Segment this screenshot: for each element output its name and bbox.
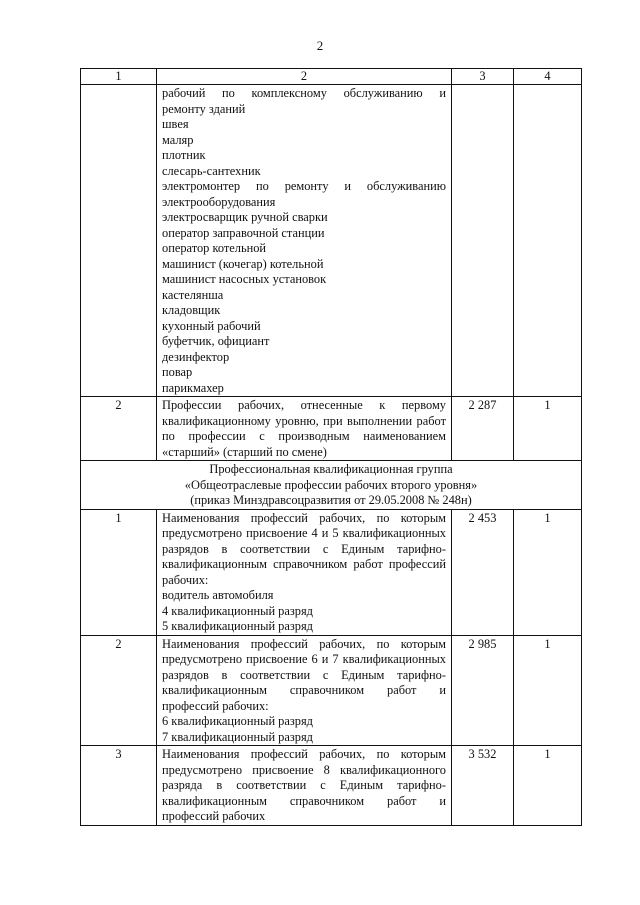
row-description: Наименования профессий рабочих, по которым предусмотрено присвоение 4 и 5 квалификационных разрядов в соответствии с Единым тарифно-квалификационным справочником работ профессий рабочих:: [162, 510, 446, 587]
profession-line: повар: [162, 365, 193, 379]
continuation-professions-cell: [157, 85, 452, 397]
profession-line: оператор заправочной станции: [162, 225, 325, 240]
profession-line: машинист насосных установок: [162, 272, 327, 286]
profession-line: слесарь-сантехник: [162, 163, 261, 178]
profession-line: маляр: [162, 132, 194, 147]
group-title-line: (приказ Минздравсоцразвития от 29.05.2008 № 248н): [190, 493, 472, 507]
row-item: 6 квалификационный разряд: [162, 714, 313, 728]
salary-table: [80, 68, 582, 826]
header-col-4: 4: [514, 69, 582, 85]
header-col-2: 2: [157, 69, 452, 85]
row-item: водитель автомобиля: [162, 588, 274, 602]
profession-line: электрооборудования: [162, 194, 276, 209]
row-number: 3: [81, 746, 157, 826]
profession-line: кладовщик: [162, 303, 221, 317]
row-item: 4 квалификационный разряд: [162, 603, 313, 618]
table-header-row: [81, 69, 582, 85]
row-number: 2: [81, 635, 157, 746]
page-number: 2: [316, 38, 324, 53]
row-description-cell: [157, 635, 452, 746]
continuation-row: [81, 85, 582, 397]
row-salary: 2 287: [452, 397, 514, 461]
profession-line: кастелянша: [162, 287, 224, 302]
group-title-row: [81, 461, 582, 510]
group-title-line: Профессиональная квалификационная группа: [209, 462, 453, 476]
profession-line: ремонту зданий: [162, 101, 246, 116]
row-item: 7 квалификационный разряд: [162, 729, 313, 744]
row-salary: 3 532: [452, 746, 514, 826]
row-number: 2: [81, 397, 157, 461]
profession-line: буфетчик, официант: [162, 334, 270, 348]
profession-line: парикмахер: [162, 380, 224, 395]
profession-line: плотник: [162, 148, 206, 162]
row-coefficient: 1: [514, 746, 582, 826]
row-description: Профессии рабочих, отнесенные к первому квалификационному уровню, при выполнении работ по профессии с производным наименованием «старший» (старший по смене): [157, 397, 452, 461]
row-description-cell: [157, 509, 452, 635]
row-item: 5 квалификационный разряд: [162, 619, 313, 633]
profession-line: рабочий по комплексному обслуживанию и: [162, 86, 446, 100]
continuation-salary-cell: [452, 85, 514, 397]
profession-line: машинист (кочегар) котельной: [162, 256, 324, 271]
row-description: Наименования профессий рабочих, по которым предусмотрено присвоение 6 и 7 квалификационных разрядов в соответствии с Единым тарифно-квалификационным справочником работ и профессий рабочих:: [162, 636, 446, 713]
row-number: 1: [81, 509, 157, 635]
continuation-num-cell: [81, 85, 157, 397]
profession-line: оператор котельной: [162, 241, 267, 255]
profession-line: швея: [162, 117, 189, 131]
header-col-1: 1: [81, 69, 157, 85]
table-row: [81, 635, 582, 746]
group-title: [81, 461, 582, 510]
table-row: [81, 397, 582, 461]
row-description: Наименования профессий рабочих, по которым предусмотрено присвоение 8 квалификационного разряда в соответствии с Единым тарифно-квалификационным справочником работ и профессий рабочих: [157, 746, 452, 826]
table-row: [81, 746, 582, 826]
header-col-3: 3: [452, 69, 514, 85]
profession-line: кухонный рабочий: [162, 318, 261, 333]
row-salary: 2 453: [452, 509, 514, 635]
profession-line: дезинфектор: [162, 349, 230, 364]
profession-line: электросварщик ручной сварки: [162, 210, 328, 224]
continuation-coef-cell: [514, 85, 582, 397]
row-salary: 2 985: [452, 635, 514, 746]
row-coefficient: 1: [514, 397, 582, 461]
profession-line: электромонтер по ремонту и обслуживанию: [162, 179, 446, 193]
row-coefficient: 1: [514, 635, 582, 746]
row-coefficient: 1: [514, 509, 582, 635]
group-title-line: «Общеотраслевые профессии рабочих второго уровня»: [184, 477, 478, 492]
table-row: [81, 509, 582, 635]
